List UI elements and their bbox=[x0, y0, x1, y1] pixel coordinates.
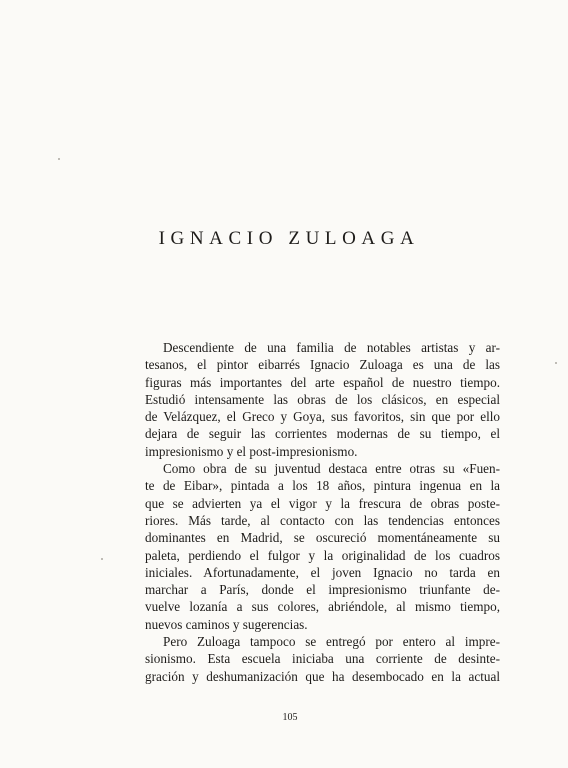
text-line: nuevos caminos y sugerencias. bbox=[145, 616, 308, 632]
paper-speck bbox=[101, 558, 103, 560]
text-line: gración y deshumanización que ha desembocado en la actual bbox=[145, 668, 500, 684]
paper-speck bbox=[555, 362, 557, 364]
chapter-title: IGNACIO ZULOAGA bbox=[158, 228, 420, 249]
text-line: Descendiente de una familia de notables artistas y ar- bbox=[163, 340, 500, 355]
text-line: dejara de seguir las corrientes modernas de su tiempo, el bbox=[145, 426, 500, 442]
paragraph-3 bbox=[145, 633, 500, 685]
text-line: riores. Más tarde, al contacto con las tendencias entonces bbox=[145, 512, 500, 528]
text-line: Como obra de su juventud destaca entre otras su «Fuen- bbox=[163, 461, 500, 477]
text-line: paleta, perdiendo el fulgor y la originalidad de los cuadros bbox=[145, 547, 500, 563]
text-line: dominantes en Madrid, se oscureció momentáneamente su bbox=[145, 530, 500, 546]
text-line: figuras más importantes del arte español de nuestro tiempo. bbox=[145, 374, 500, 390]
text-line: que se advierten ya el vigor y la frescura de obras poste- bbox=[145, 495, 500, 511]
text-line: iniciales. Afortunadamente, el joven Ignacio no tarda en bbox=[145, 564, 500, 580]
paper-speck bbox=[58, 158, 60, 160]
text-line: de Velázquez, el Greco y Goya, sus favoritos, sin que por ello bbox=[145, 409, 500, 425]
text-line: vuelve lozanía a sus colores, abriéndole, al mismo tiempo, bbox=[145, 599, 500, 615]
text-line: Pero Zuloaga tampoco se entregó por entero al impre- bbox=[163, 634, 500, 650]
body-text bbox=[145, 339, 500, 685]
text-line: marchar a París, donde el impresionismo triunfante de- bbox=[145, 582, 500, 598]
paragraph-2 bbox=[145, 460, 500, 633]
text-line: tesanos, el pintor eibarrés Ignacio Zuloaga es una de las bbox=[145, 357, 500, 373]
text-line: sionismo. Esta escuela iniciaba una corriente de desinte- bbox=[145, 651, 500, 667]
paragraph-1 bbox=[145, 339, 500, 460]
text-line: Estudió intensamente las obras de los clásicos, en especial bbox=[145, 391, 500, 407]
page-number: 105 bbox=[282, 712, 298, 723]
text-line: te de Eibar», pintada a los 18 años, pintura ingenua en la bbox=[145, 478, 500, 494]
text-line: impresionismo y el post-impresionismo. bbox=[145, 443, 358, 459]
